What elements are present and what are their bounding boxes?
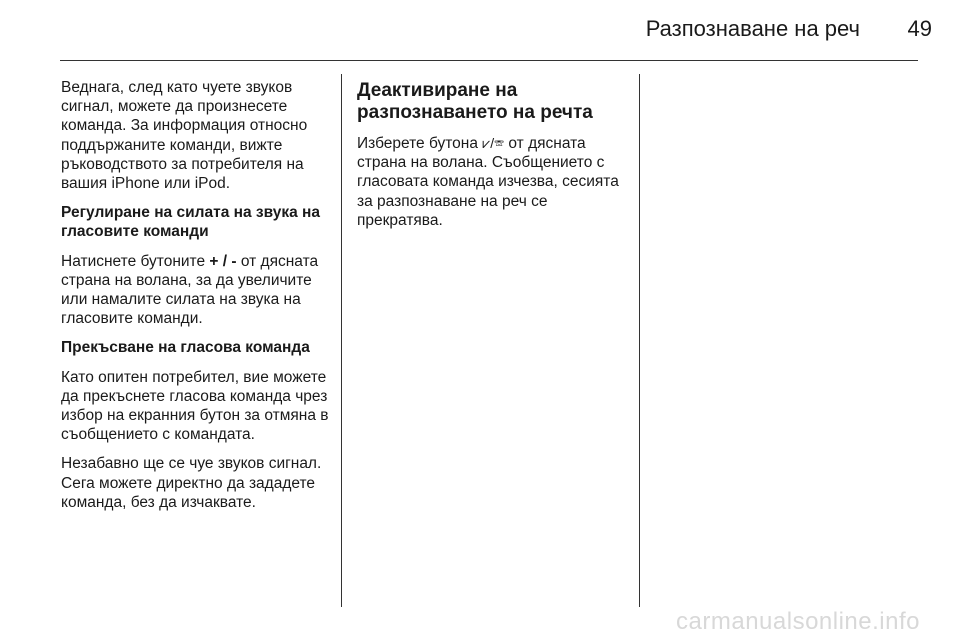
volume-heading: Регулиране на силата на звука на гласовите команди <box>61 204 321 241</box>
middle-column <box>357 80 627 240</box>
page-number: 49 <box>907 16 932 41</box>
deactivate-paragraph <box>357 134 627 230</box>
column-divider-right <box>639 74 640 607</box>
deactivate-text-before: Изберете бутона <box>357 135 483 152</box>
volume-text-after: от дясната страна на волана, за да увеличите или намалите силата на звука на гласовите команди. <box>61 252 319 328</box>
volume-paragraph <box>61 252 337 329</box>
intro-paragraph: Веднага, след като чуете звуков сигнал, можете да произнесете команда. За информация относно поддържаните команди, вижте ръководството за потребителя на вашия iPhone или iPod. <box>61 79 308 193</box>
voice-button-icon: ⩗/☏ <box>482 135 505 151</box>
interrupt-paragraph: Като опитен потребител, вие можете да прекъснете гласова команда чрез избор на екранния бутон за отмяна в съобщението с командата. <box>61 368 329 444</box>
interrupt-heading: Прекъсване на гласова команда <box>61 339 310 357</box>
watermark-text: carmanualsonline.info <box>676 608 920 635</box>
page-title: Разпознаване на реч <box>645 16 860 41</box>
left-column <box>61 78 337 522</box>
volume-text-before: Натиснете бутоните <box>61 252 210 270</box>
column-divider-left <box>341 74 342 607</box>
header-divider <box>60 60 918 61</box>
deactivate-text-after: от дясната страна на волана. Съобщението с гласовата команда изчезва, сесията за разпознаване на реч се прекратява. <box>357 135 619 229</box>
beep-paragraph: Незабавно ще се чуе звуков сигнал. Сега можете директно да зададете команда, без да изчаквате. <box>61 455 322 511</box>
volume-buttons-label: + / - <box>209 252 237 270</box>
section-title: Деактивиране на разпознаването на речта <box>357 80 593 123</box>
